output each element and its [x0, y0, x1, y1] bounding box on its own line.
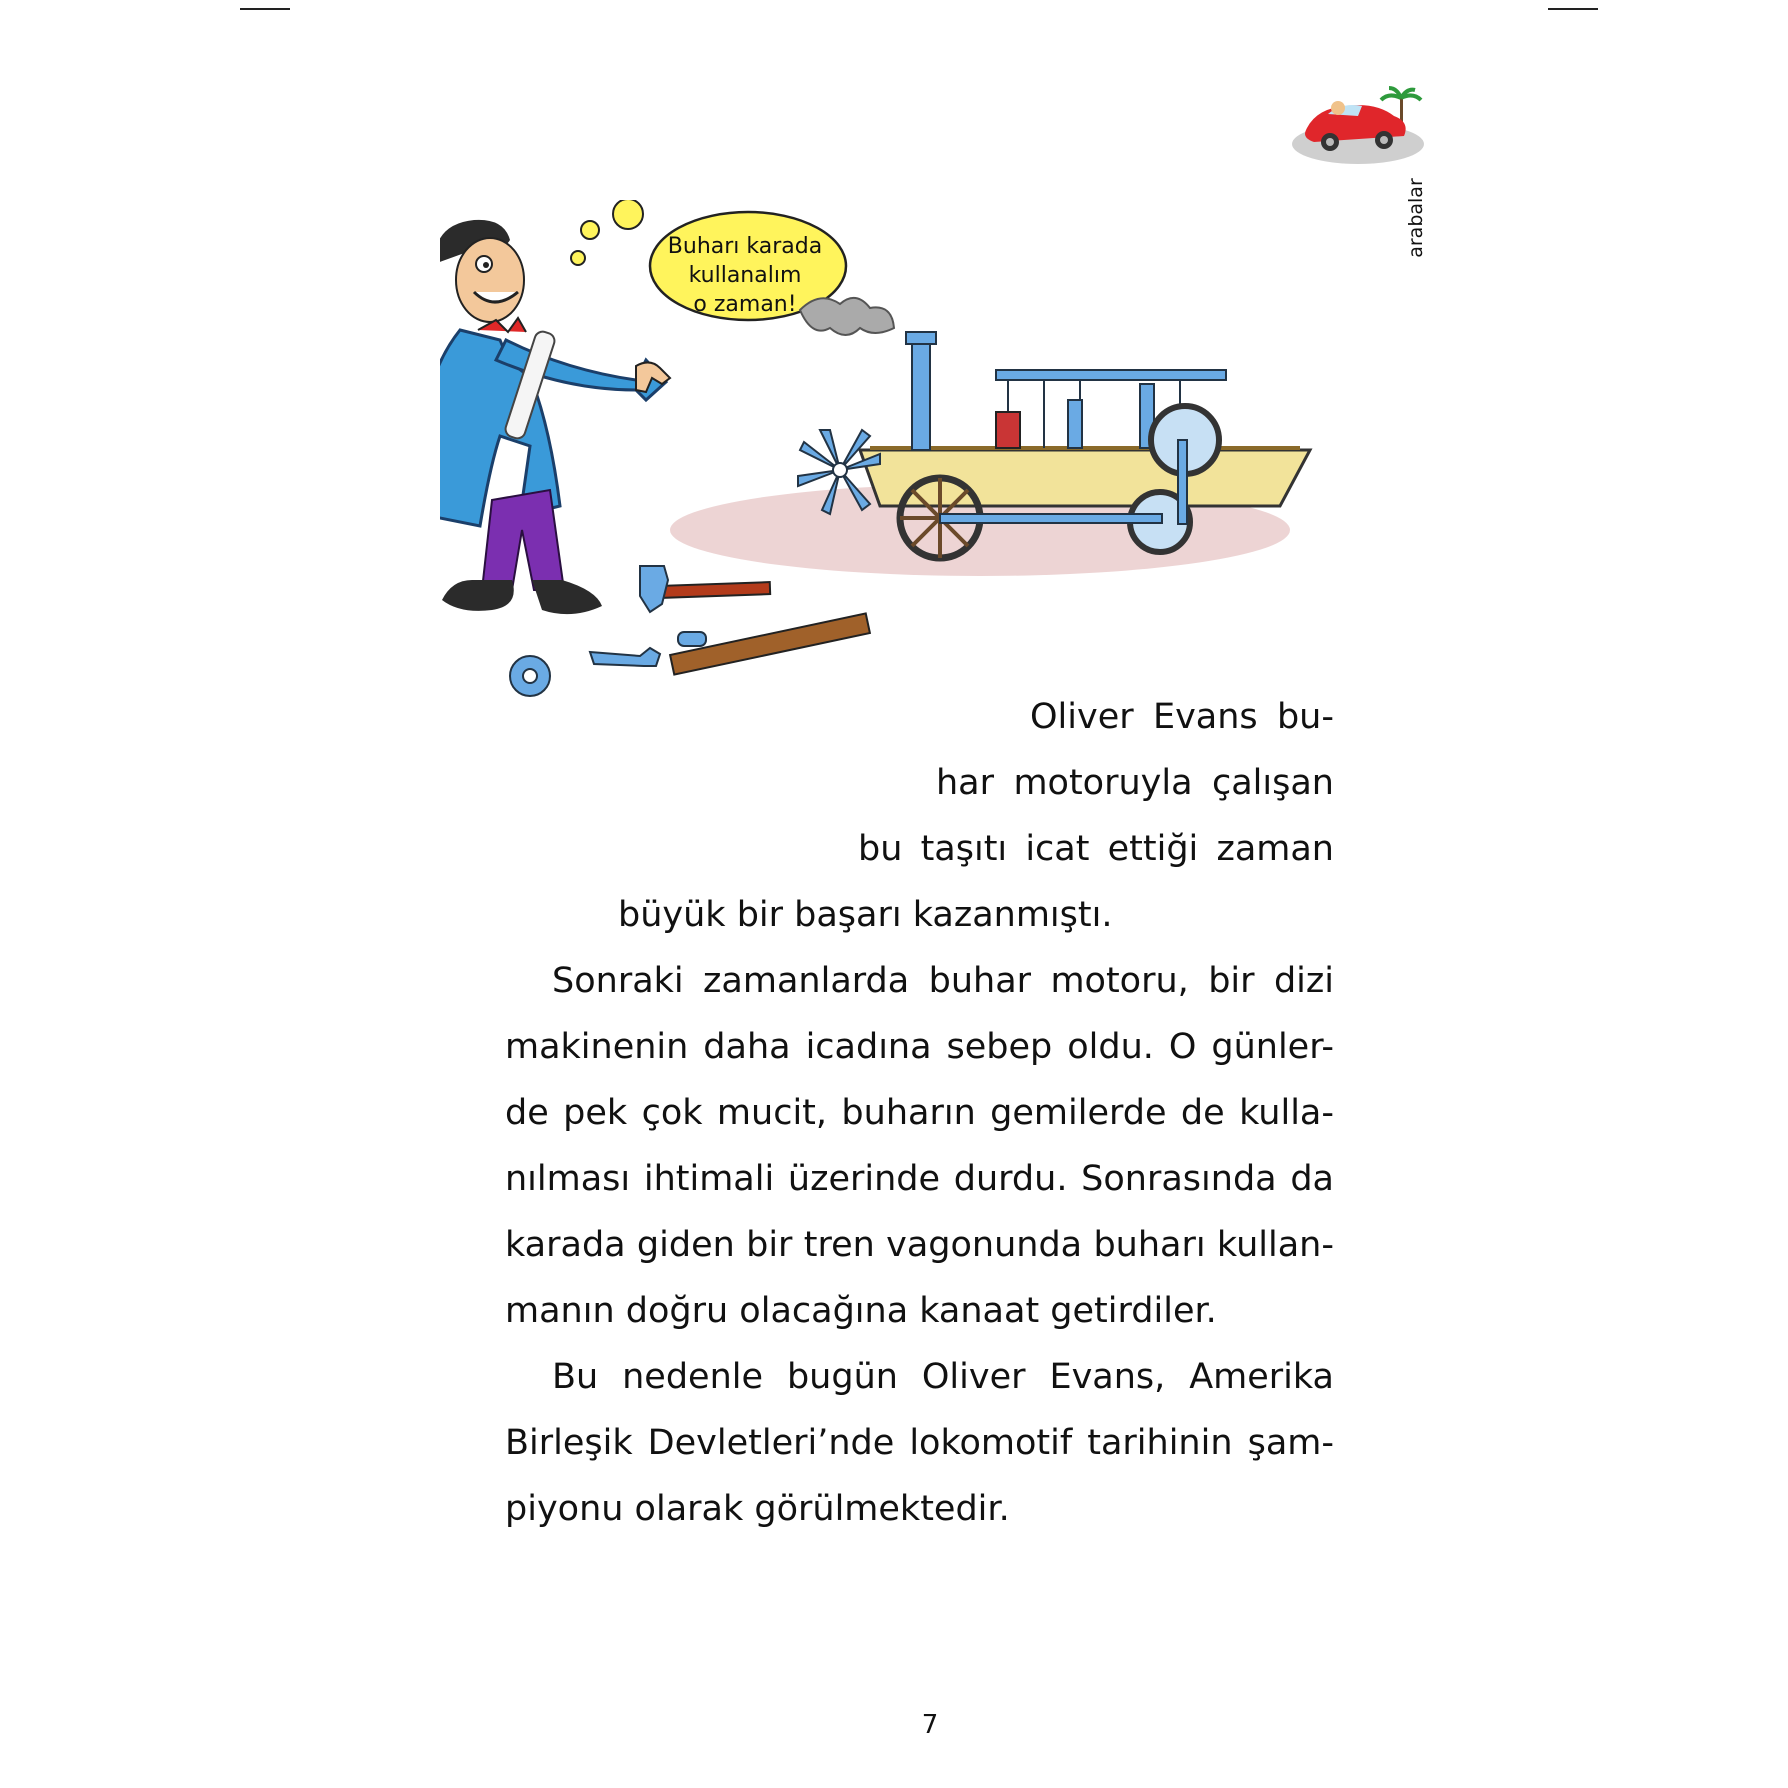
body-line: karada giden bir tren vagonunda buharı kullan- [505, 1225, 1334, 1265]
body-line: har motoruyla çalışan [936, 763, 1334, 803]
chapter-side-label [1402, 172, 1430, 264]
crop-mark-left [240, 8, 290, 10]
body-line: Sonraki zamanlarda buhar motoru, bir dizi [552, 961, 1334, 1001]
red-car-icon [1288, 86, 1428, 166]
page-number: 7 [921, 1710, 939, 1740]
chapter-label-text: arabalar [1405, 178, 1427, 258]
bubble-line: o zaman! [693, 292, 797, 317]
body-line: piyonu olarak görülmektedir. [505, 1489, 1010, 1529]
body-line: Oliver Evans bu- [1030, 697, 1334, 737]
bubble-line: Buharı karada [667, 234, 823, 259]
body-line: manın doğru olacağına kanaat getirdiler. [505, 1291, 1217, 1331]
body-line: Bu nedenle bugün Oliver Evans, Amerika [552, 1357, 1334, 1397]
crop-mark-right [1548, 8, 1598, 10]
bubble-line: kullanalım [688, 263, 802, 288]
body-line: Birleşik Devletleri’nde lokomotif tarihinin şam- [505, 1423, 1334, 1463]
body-line: bu taşıtı icat ettiği zaman [858, 829, 1334, 869]
body-line: büyük bir başarı kazanmıştı. [618, 895, 1113, 935]
body-line: de pek çok mucit, buharın gemilerde de kulla- [505, 1093, 1334, 1133]
body-line: makinenin daha icadına sebep oldu. O günler- [505, 1027, 1334, 1067]
body-line: nılması ihtimali üzerinde durdu. Sonrasında da [505, 1159, 1334, 1199]
inventor-figure [440, 220, 670, 614]
thought-bubble [660, 232, 830, 319]
